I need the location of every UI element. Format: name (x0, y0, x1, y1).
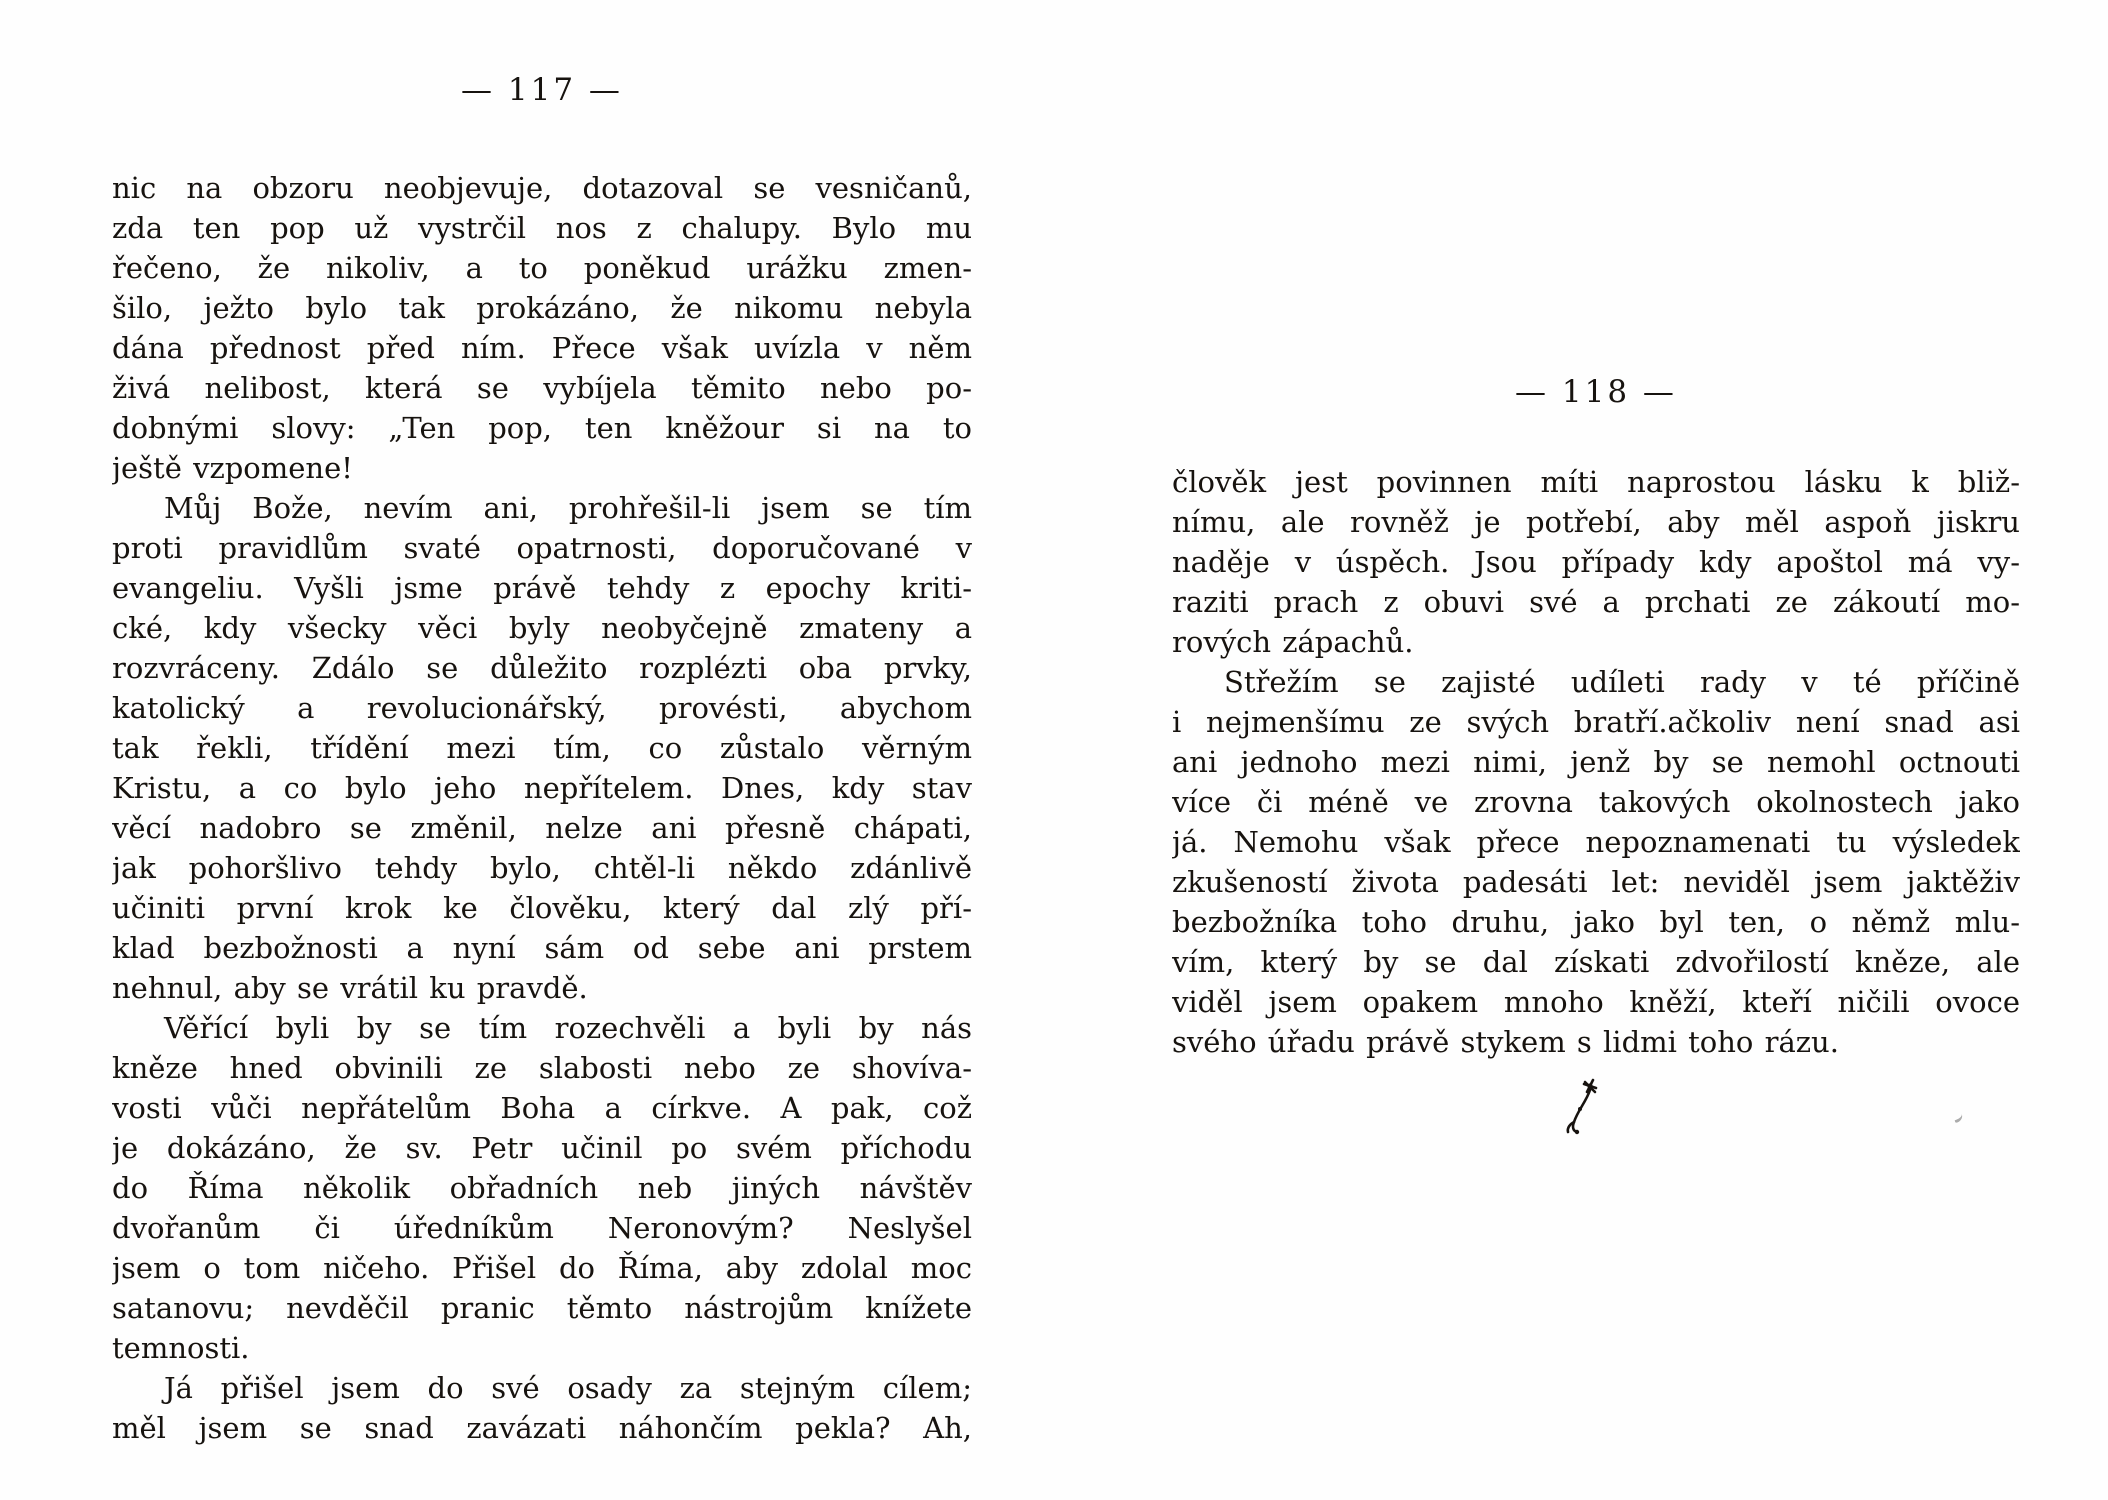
text-line: šilo, ježto bylo tak prokázáno, že nikomu nebyla (112, 291, 972, 325)
text-line: viděl jsem opakem mnoho kněží, kteří ničili ovoce (1172, 985, 2020, 1019)
text-line: měl jsem se snad zavázati náhončím pekla? Ah, (112, 1411, 972, 1445)
right-page-text-column (1172, 462, 2020, 1062)
text-line: věcí nadobro se změnil, nelze ani přesně chápati, (112, 811, 972, 845)
text-line: vosti vůči nepřátelům Boha a církve. A pak, což (112, 1091, 972, 1125)
paragraph (1172, 462, 2020, 662)
text-line: raziti prach z obuvi své a prchati ze zákoutí mo- (1172, 585, 2020, 619)
text-line: svého úřadu právě stykem s lidmi toho rázu. (1172, 1025, 1839, 1059)
fleuron-sprig-icon (1560, 1076, 1604, 1138)
text-line: jak pohoršlivo tehdy bylo, chtěl-li někdo zdánlivě (112, 851, 972, 885)
text-line: naděje v úspěch. Jsou případy kdy apoštol má vy- (1172, 545, 2020, 579)
text-line: učiniti první krok ke člověku, který dal zlý pří- (112, 891, 972, 925)
text-line: nic na obzoru neobjevuje, dotazoval se vesničanů, (112, 171, 972, 205)
text-line: jsem o tom ničeho. Přišel do Říma, aby zdolal moc (112, 1251, 972, 1285)
text-line: vím, který by se dal získati zdvořilostí kněze, ale (1172, 945, 2020, 979)
text-line: dvořanům či úředníkům Neronovým? Neslyšel (112, 1211, 972, 1245)
paragraph (112, 168, 972, 488)
text-line: evangeliu. Vyšli jsme právě tehdy z epochy kriti- (112, 571, 972, 605)
text-line: cké, kdy všecky věci byly neobyčejně zmateny a (112, 611, 972, 645)
text-line: satanovu; nevděčil pranic těmto nástrojům knížete (112, 1291, 972, 1325)
text-line: člověk jest povinnen míti naprostou lásku k bliž- (1172, 465, 2020, 499)
page-number-117: — 117 — (461, 72, 623, 108)
text-line: Můj Bože, nevím ani, prohřešil-li jsem se tím (164, 491, 972, 525)
text-line: více či méně ve zrovna takových okolnostech jako (1172, 785, 2020, 819)
text-line: dána přednost před ním. Přece však uvízla v něm (112, 331, 972, 365)
text-line: katolický a revolucionářský, provésti, abychom (112, 691, 972, 725)
text-line: proti pravidlům svaté opatrnosti, doporučované v (112, 531, 972, 565)
text-line: ani jednoho mezi nimi, jenž by se nemohl octnouti (1172, 745, 2020, 779)
text-line: zda ten pop už vystrčil nos z chalupy. Bylo mu (112, 211, 972, 245)
text-line: do Říma několik obřadních neb jiných návštěv (112, 1171, 972, 1205)
text-line: klad bezbožnosti a nyní sám od sebe ani prstem (112, 931, 972, 965)
paragraph (112, 488, 972, 1008)
text-line: tak řekli, třídění mezi tím, co zůstalo věrným (112, 731, 972, 765)
text-line: Střežím se zajisté udíleti rady v té příčině (1224, 665, 2020, 699)
text-line: řečeno, že nikoliv, a to poněkud urážku zmen- (112, 251, 972, 285)
page-number-118: — 118 — (1515, 374, 1677, 410)
text-line: Já přišel jsem do své osady za stejným cílem; (164, 1371, 972, 1405)
text-line: rozvráceny. Zdálo se důležito rozplézti oba prvky, (112, 651, 972, 685)
text-line: Kristu, a co bylo jeho nepřítelem. Dnes, kdy stav (112, 771, 972, 805)
text-line: bezbožníka toho druhu, jako byl ten, o němž mlu- (1172, 905, 2020, 939)
paragraph (1172, 662, 2020, 1062)
text-line: dobnými slovy: „Ten pop, ten kněžour si na to (112, 411, 972, 445)
text-line: živá nelibost, která se vybíjela těmito nebo po- (112, 371, 972, 405)
left-page-text-column (112, 168, 972, 1448)
scan-speck (1953, 1113, 1964, 1123)
paragraph (112, 1008, 972, 1368)
text-line: je dokázáno, že sv. Petr učinil po svém příchodu (112, 1131, 972, 1165)
text-line: ještě vzpomene! (112, 451, 353, 485)
text-line: Věřící byli by se tím rozechvěli a byli by nás (164, 1011, 972, 1045)
text-line: nímu, ale rovněž je potřebí, aby měl aspoň jiskru (1172, 505, 2020, 539)
text-line: i nejmenšímu ze svých bratří.ačkoliv není snad asi (1172, 705, 2020, 739)
text-line: zkušeností života padesáti let: neviděl jsem jaktěživ (1172, 865, 2020, 899)
text-line: kněze hned obvinili ze slabosti nebo ze shovíva- (112, 1051, 972, 1085)
text-line: nehnul, aby se vrátil ku pravdě. (112, 971, 588, 1005)
text-line: já. Nemohu však přece nepoznamenati tu výsledek (1172, 825, 2020, 859)
text-line: temnosti. (112, 1331, 250, 1365)
text-line: rových zápachů. (1172, 625, 1414, 659)
paragraph (112, 1368, 972, 1448)
